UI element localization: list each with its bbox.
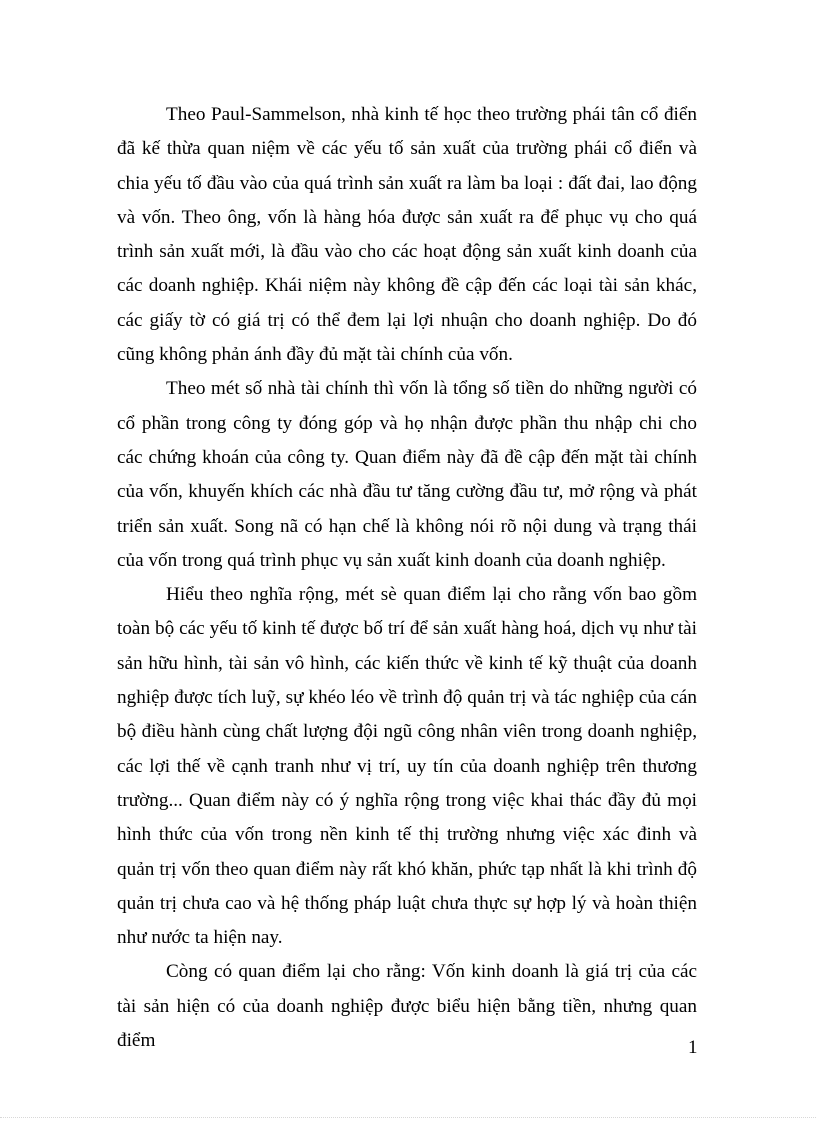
paragraph: Theo Paul-Sammelson, nhà kinh tế học theo trường phái tân cổ điển đã kế thừa quan niệm về các yếu tố sản xuất của trường phái cổ điển và chia yếu tố đầu vào của quá trình sản xuất ra làm ba loại : đất đai, lao động và vốn. Theo ông, vốn là hàng hóa được sản xuất ra để phục vụ cho quá trình sản xuất mới, là đầu vào cho các hoạt động sản xuất kinh doanh của các doanh nghiệp. Khái niệm này không đề cập đến các loại tài sản khác, các giấy tờ có giá trị có thể đem lại lợi nhuận cho doanh nghiệp. Do đó cũng không phản ánh đầy đủ mặt tài chính của vốn. <box>117 104 697 366</box>
body-text <box>117 98 697 1058</box>
paragraph: Theo mét số nhà tài chính thì vốn là tổng số tiền do những người có cổ phần trong công ty đóng góp và họ nhận được phần thu nhập chi cho các chứng khoán của công ty. Quan điểm này đã đề cập đến mặt tài chính của vốn, khuyến khích các nhà đầu tư tăng cường đầu tư, mở rộng và phát triển sản xuất. Song nã có hạn chế là không nói rõ nội dung và trạng thái của vốn trong quá trình phục vụ sản xuất kinh doanh của doanh nghiệp. <box>117 378 697 571</box>
paragraph: Hiểu theo nghĩa rộng, mét sè quan điểm lại cho rằng vốn bao gồm toàn bộ các yếu tố kinh tế được bố trí để sản xuất hàng hoá, dịch vụ như tài sản hữu hình, tài sản vô hình, các kiến thức về kinh tế kỹ thuật của doanh nghiệp được tích luỹ, sự khéo léo về trình độ quản trị và tác nghiệp của cán bộ điều hành cùng chất lượng đội ngũ công nhân viên trong doanh nghiệp, các lợi thế về cạnh tranh như vị trí, uy tín của doanh nghiệp trên thương trường... Quan điểm này có ý nghĩa rộng trong việc khai thác đầy đủ mọi hình thức của vốn trong nền kinh tế thị trường nhưng việc xác đinh và quản trị vốn theo quan điểm này rất khó khăn, phức tạp nhất là khi trình độ quản trị chưa cao và hệ thống pháp luật chưa thực sự hợp lý và hoàn thiện như nước ta hiện nay. <box>117 584 697 949</box>
page-bottom-divider <box>0 1117 816 1118</box>
page-number: 1 <box>688 1037 698 1058</box>
paragraph: Còng có quan điểm lại cho rằng: Vốn kinh doanh là giá trị của các tài sản hiện có của doanh nghiệp được biểu hiện bằng tiền, nhưng quan điểm <box>117 961 697 1052</box>
